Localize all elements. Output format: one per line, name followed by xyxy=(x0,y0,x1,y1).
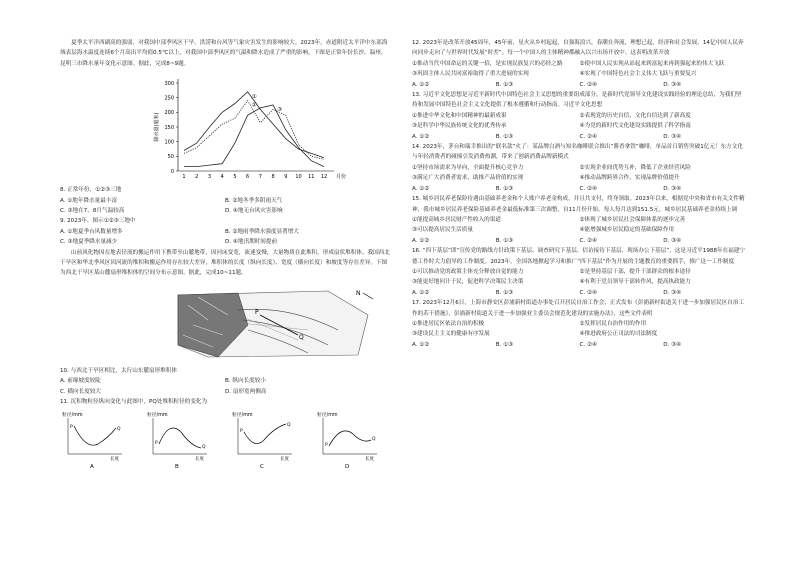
subchart-c[interactable] xyxy=(230,410,300,470)
q12-items-row2 xyxy=(412,69,747,79)
q8-option-c[interactable]: C. ③地在7、8月气温较高 xyxy=(60,208,125,215)
q13-option-d[interactable]: D. ③④ xyxy=(663,133,682,140)
q16-option-d[interactable]: D. ③④ xyxy=(663,289,682,296)
q13-item-4: ④为党的新时代文化建设实践提供了科学指南 xyxy=(579,123,691,130)
q17-item-4: ④推进政府公正司法的司法制度 xyxy=(579,331,658,338)
svg-text:Q: Q xyxy=(287,422,291,428)
q14-stem: 14. 2023年，茅台和瑞幸推出的“联名款”火了：某品牌白酒与知名咖啡联合推出“酱香拿铁”咖啡，单品首日销售突破1亿元！东方文化与年轻消费者的碰撞引发消费热潮，带来了创新消费品牌新模式 xyxy=(412,144,743,161)
chart-y-tick-label: 50 xyxy=(167,154,174,161)
q16-items-row1 xyxy=(412,267,747,277)
q12-item-4: ④实现了中国特色社会主义伟大飞跃与重要复兴 xyxy=(579,71,697,78)
q13-stem: 13. 习近平文化思想是习近平新时代中国特色社会主义思想的重要组成部分，是新时代党领导文化建设实践经验的理论总结，为我们坚持和发展中国特色社会主义文化提供了根本遵循和行动指南。习近平文化思想 xyxy=(412,92,742,109)
q13-option-c[interactable]: C. ②④ xyxy=(579,133,597,140)
chart-x-tick-label: 9 xyxy=(284,174,288,181)
subchart-b-ylabel: 粒径/mm xyxy=(147,412,168,418)
svg-text:P: P xyxy=(240,428,243,434)
svg-text:Q: Q xyxy=(117,426,121,432)
q17-option-b[interactable]: B. ①③ xyxy=(495,341,514,348)
subchart-b-label: B xyxy=(175,463,179,470)
q9-option-d[interactable]: D. ④地汛期时间提前 xyxy=(225,239,278,246)
chart-x-tick-label: 5 xyxy=(233,174,237,181)
q15-item-3: ③可以提高居民生活质量 xyxy=(412,227,473,234)
q12-options xyxy=(412,80,747,90)
q16-option-b[interactable]: B. ①③ xyxy=(495,289,514,296)
q9-options-row1 xyxy=(60,227,390,237)
q17-items-row2 xyxy=(412,329,747,339)
q15-stem: 15. 城乡居民养老保险待遇由基础养老金和个人账户养老金构成，并且共支付，终身领取。2023年以来，根据党中央和省市有关文件精神，我市城乡居民养老保险基础养老金最低标准第三次调整，自11月份开始，每人每月达到151.5元。城乡居民基础养老金持续上调 xyxy=(412,196,745,213)
q9-options-row2 xyxy=(60,237,390,247)
q11-stem: 11. 沉积物粒径纵向变化与此图中，PQ处堆积粒径的变化为 xyxy=(60,399,208,406)
subchart-a-xlabel: 长度 xyxy=(110,456,119,462)
chart-y-tick-label: 300 xyxy=(164,81,174,88)
right-column xyxy=(412,38,747,350)
q16-stem: 16. “四下基层”即“宣传党的路线方针政策下基层、调查研究下基层、信访接待下基层、现场办公下基层”，这是习近平1988年在福建宁德工作时大力倡导的工作制度。2023年，全国各地掀起学习和推广“四下基层”作为开展的主题教育的重要抓手，推广这一工作制度 xyxy=(412,248,745,265)
q15-option-d[interactable]: D. ③④ xyxy=(663,237,682,244)
subchart-c-label: C xyxy=(260,463,264,470)
q12-option-d[interactable]: D. ③④ xyxy=(663,81,682,88)
q16-option-a[interactable]: A. ①② xyxy=(412,289,430,296)
q13-item-1: ①推进中华文化和中国精神的最新成果 xyxy=(412,112,507,119)
chart-x-tick-label: 3 xyxy=(207,174,212,181)
subchart-c-ylabel: 粒径/mm xyxy=(232,412,253,418)
q14-item-3: ③满足广大消费者需求，助推产品价值的实现 xyxy=(412,175,524,182)
q9-option-b[interactable]: B. ②地雨季降水强度显著增大 xyxy=(225,228,299,235)
q15-items-row2 xyxy=(412,225,747,235)
q16-item-4: ④有利于党员领导干部转作风，提高执政能力 xyxy=(579,279,691,286)
chart-x-tick-label: 6 xyxy=(246,174,250,181)
q15-item-4: ④能增强城乡居民稳定的基础保障作用 xyxy=(579,227,675,234)
q15-item-1: ①能提高城乡居民财产性收入的渠道 xyxy=(412,216,501,223)
q14-item-4: ④推动品牌跨界合作，实现品牌价值提升 xyxy=(579,175,680,182)
intro-paragraph: 夏季太平洋西副高的强弱，对我国中部季风区干旱、洪涝和台风等气象灾害发生的影响较大。2023年，赤道附近太平洋中东部海域表层海水温度连续6个月高出平均值0.5℃以上，对我国中部季风区的气温和降水造成了严重的影响。下图是正常年份长沙、温州、昆明三市降水量年变化示意图。据此，完成8~9题。 xyxy=(60,40,388,67)
chart-x-tick-label: 12 xyxy=(320,174,328,181)
chart-y-label: 降水量(毫米) xyxy=(154,112,160,142)
chart-x-tick-label: 2 xyxy=(195,174,199,181)
subchart-c-xlabel: 长度 xyxy=(280,456,289,462)
svg-text:P: P xyxy=(325,442,328,448)
left-column xyxy=(60,38,390,470)
chart-x-label: 月份 xyxy=(336,174,347,181)
q14-item-1: ①坚持市场需求为导向，全面提升核心竞争力 xyxy=(412,164,524,171)
q15-items-row1 xyxy=(412,215,747,225)
chart-x-tick-label: 7 xyxy=(258,174,262,181)
chart-x-tick-label: 4 xyxy=(220,174,224,181)
subchart-a-ylabel: 粒径/mm xyxy=(62,412,83,418)
q10-option-c[interactable]: C. 横向长度较大 xyxy=(60,388,102,395)
q13-item-2: ②表现党的历史自信，文化自信达到了新高度 xyxy=(579,112,691,119)
chart-y-tick-label: 0 xyxy=(170,169,174,176)
q12-stem: 12. 2023年是改革开放45周年，45年前，星火从乡村起起，自强海浪兴，春潮在奔流，理想已起，经济和社会发展，14亿中国人民奔向同步走向了与世界时代发展“时差”。每一个中国人的主体精神都融入以兴市场开放中。这表明改革开放 xyxy=(412,40,744,57)
q12-item-1: ①推动当代中国命运的关键一招，是实现民族复兴的必经之路 xyxy=(412,60,563,67)
q15-item-2: ②体现了城乡居民社会保障体系的逐步完善 xyxy=(579,216,686,223)
q12-option-a[interactable]: A. ①② xyxy=(412,81,430,88)
q15-option-a[interactable]: A. ①② xyxy=(412,237,430,244)
q17-stem: 17. 2023年12月6日，上海市静安区彭浦新村街道办事处召开居民自治工作会，正式发布《彭浦新村街道关于进一步加强居民区自治工作的若干措施》，彭浦新村街道关于进一步加强业主委员会规范化建设的实施办法》，这些文件表明 xyxy=(412,300,745,317)
q10-options-row2 xyxy=(60,387,390,397)
q14-option-a[interactable]: A. ①② xyxy=(412,185,430,192)
svg-text:P: P xyxy=(155,440,158,446)
chart-y-tick-label: 200 xyxy=(164,110,174,117)
chart-series-label-3: ③ xyxy=(277,107,283,114)
q16-options xyxy=(412,288,747,298)
q13-option-a[interactable]: A. ①② xyxy=(412,133,430,140)
alluvial-fan-figure xyxy=(60,281,390,364)
q10-option-a[interactable]: A. 前缘坡度较陡 xyxy=(60,378,101,385)
para-alluvial-fan: 山前风化物因在地表径流的搬运作用下携带至山麓地带，因河床变宽，流速变慢，大量物质在此堆积，形成扇状堆积体。我国西北干旱区和华北季风区因河流的堆积和搬运作用存在较大差异，堆积体的长度（纵向长度）、宽度（横向长度）和坡度等存在差异。下图为西北干旱区某山麓扇形堆积体的空间分布示意图，据此，完成10~11题。 xyxy=(60,249,390,277)
q14-option-d[interactable]: D. ③④ xyxy=(663,185,682,192)
subchart-a-label: A xyxy=(90,463,94,470)
q10-option-d[interactable]: D. 扇形宽两侧高 xyxy=(225,388,267,395)
subchart-b-xlabel: 长度 xyxy=(195,456,204,462)
chart-y-tick-label: 150 xyxy=(164,125,174,132)
q8-option-b[interactable]: B. ②地冬季多阴雨天气 xyxy=(225,197,283,204)
q14-items-row1 xyxy=(412,163,747,173)
q14-option-b[interactable]: B. ①③ xyxy=(495,185,514,192)
q17-option-c[interactable]: C. ②④ xyxy=(579,341,597,348)
chart-x-tick-label: 10 xyxy=(295,174,302,181)
q12-item-2: ②使中国人民实现从站起来到富起来再到强起来的伟大飞跃 xyxy=(579,60,725,67)
q9-option-c[interactable]: C. ③地夏季降水量减少 xyxy=(60,239,118,246)
q8-stem: 8. 正常年份，①②③三地 xyxy=(60,187,122,194)
q8-options-row1 xyxy=(60,196,390,206)
q12-items-row1 xyxy=(412,59,747,69)
q15-option-b[interactable]: B. ①③ xyxy=(495,237,514,244)
q15-options xyxy=(412,236,747,246)
q15-option-c[interactable]: C. ②④ xyxy=(579,237,597,244)
chart-y-tick-label: 100 xyxy=(164,139,174,146)
subchart-a[interactable] xyxy=(60,410,130,470)
q16-items-row2 xyxy=(412,277,747,287)
fan-point-q: Q xyxy=(299,333,304,341)
fan-point-p: P xyxy=(255,308,259,316)
chart-x-tick-label: 11 xyxy=(308,174,315,181)
q13-option-b[interactable]: B. ①③ xyxy=(495,133,514,140)
q10-option-b[interactable]: B. 纵向长度较小 xyxy=(225,378,266,385)
q14-items-row2 xyxy=(412,173,747,183)
q14-item-2: ②实现企业间优势互补，降低了企业经营风险 xyxy=(579,164,691,171)
svg-text:Q: Q xyxy=(202,444,206,450)
q17-item-1: ①推进居民区依法自治的积极 xyxy=(412,320,485,327)
q13-items-row2 xyxy=(412,121,747,131)
q13-item-3: ③是科学中华民族传统文化的优秀传承 xyxy=(412,123,507,130)
svg-text:P: P xyxy=(70,424,73,430)
q14-options xyxy=(412,184,747,194)
q16-item-2: ②是坚持基层干部，提升干部群众的根本途径 xyxy=(579,268,691,275)
subchart-d[interactable] xyxy=(315,410,385,470)
subchart-d-xlabel: 长度 xyxy=(365,456,374,462)
q14-option-c[interactable]: C. ②④ xyxy=(579,185,597,192)
q17-item-2: ②发挥居民自治作用的作用 xyxy=(579,320,647,327)
chart-series-label-2: ② xyxy=(251,102,257,109)
chart-x-tick-label: 1 xyxy=(182,174,186,181)
q8-option-d[interactable]: D. ④地无台风灾害影响 xyxy=(225,208,283,215)
q8-options-row2 xyxy=(60,206,390,216)
subchart-b[interactable] xyxy=(145,410,215,470)
north-arrow-icon xyxy=(363,293,373,299)
q9-option-a[interactable]: A. ①地夏季台风数量增多 xyxy=(60,228,123,235)
q13-items-row1 xyxy=(412,111,747,121)
subchart-d-ylabel: 粒径/mm xyxy=(317,412,338,418)
q8-option-a[interactable]: A. ①地年降水量最丰富 xyxy=(60,197,118,204)
q17-option-a[interactable]: A. ①② xyxy=(412,341,430,348)
chart-x-tick-label: 8 xyxy=(271,174,275,181)
precipitation-chart xyxy=(60,71,390,183)
q9-stem: 9. 2023年，图示①②③三地中 xyxy=(60,218,136,225)
chart-series-line-3 xyxy=(184,105,324,167)
precipitation-chart-svg xyxy=(60,71,390,183)
q13-options xyxy=(412,132,747,142)
svg-text:Q: Q xyxy=(372,436,376,442)
q11-subcharts xyxy=(60,410,390,470)
q17-options xyxy=(412,340,747,350)
q16-option-c[interactable]: C. ②④ xyxy=(579,289,597,296)
q12-item-3: ③巩固主体人民共同富裕取得了重大进展的实现 xyxy=(412,71,529,78)
north-arrow-label: N xyxy=(356,289,361,297)
q12-option-c[interactable]: C. ②④ xyxy=(579,81,597,88)
q17-items-row1 xyxy=(412,319,747,329)
q10-options-row1 xyxy=(60,376,390,386)
subchart-d-label: D xyxy=(345,463,350,470)
chart-y-tick-label: 250 xyxy=(164,95,174,102)
q17-option-d[interactable]: D. ③④ xyxy=(663,341,682,348)
q16-item-1: ①可以推动党的政策主体充分释放自觉的能力 xyxy=(412,268,524,275)
alluvial-fan-svg xyxy=(60,281,390,364)
q10-stem: 10. 与西北干旱区相比，太行山东麓扇形堆积体 xyxy=(60,367,177,374)
q17-item-3: ③建设民主主义的健康有序发展 xyxy=(412,331,490,338)
q12-option-b[interactable]: B. ①③ xyxy=(495,81,514,88)
q16-item-3: ③能更好地问计于民，促进科学决策民主决策 xyxy=(412,279,524,286)
chart-series-label-1: ① xyxy=(251,94,257,101)
